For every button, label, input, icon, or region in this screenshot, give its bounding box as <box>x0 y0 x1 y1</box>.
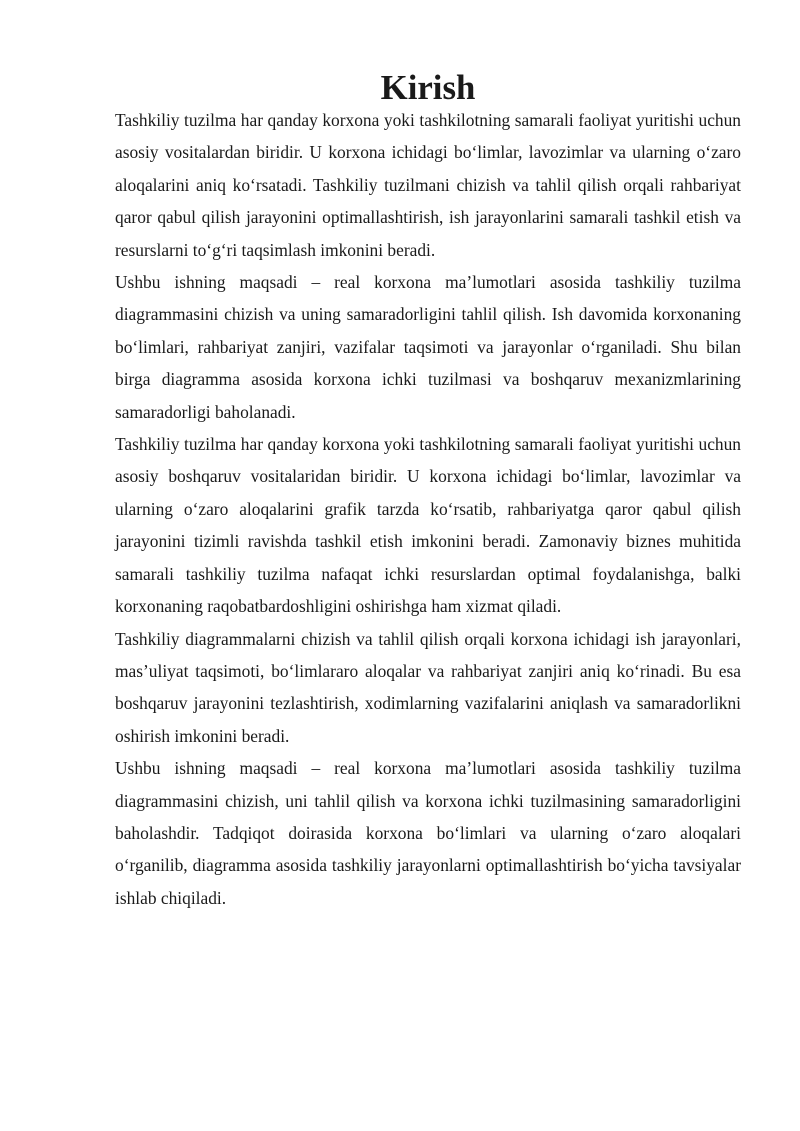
paragraph-2: Ushbu ishning maqsadi – real korxona ma’lumotlari asosida tashkiliy tuzilma diagrammasini chizish va uning samaradorligini tahlil qilish. Ish davomida korxonaning bo‘limlari, rahbariyat zanjiri, vazifalar taqsimoti va jarayonlar o‘rganiladi. Shu bilan birga diagramma asosida korxona ichki tuzilmasi va boshqaruv mexanizmlarining samaradorligi baholanadi. <box>115 272 741 422</box>
paragraph-5: Ushbu ishning maqsadi – real korxona ma’lumotlari asosida tashkiliy tuzilma diagrammasini chizish, uni tahlil qilish va korxona ichki tuzilmasining samaradorligini baholashdir. Tadqiqot doirasida korxona bo‘limlari va ularning o‘zaro aloqalari o‘rganilib, diagramma asosida tashkiliy jarayonlarni optimallashtirish bo‘yicha tavsiyalar ishlab chiqiladi. <box>115 758 741 908</box>
paragraph-3: Tashkiliy tuzilma har qanday korxona yoki tashkilotning samarali faoliyat yuritishi uchun asosiy boshqaruv vositalaridan biridir. U korxona ichidagi bo‘limlar, lavozimlar va ularning o‘zaro aloqalarini grafik tarzda ko‘rsatib, rahbariyatga qaror qabul qilish jarayonini tizimli ravishda tashkil etish imkonini beradi. Zamonaviy biznes muhitida samarali tashkiliy tuzilma nafaqat ichki resurslardan optimal foydalanishga, balki korxonaning raqobatbardoshligini oshirishga ham xizmat qiladi. <box>115 434 741 617</box>
section-title: Kirish <box>380 68 476 107</box>
paragraph-1: Tashkiliy tuzilma har qanday korxona yoki tashkilotning samarali faoliyat yuritishi uchun asosiy vositalardan biridir. U korxona ichidagi bo‘limlar, lavozimlar va ularning o‘zaro aloqalarini aniq ko‘rsatadi. Tashkiliy tuzilmani chizish va tahlil qilish orqali rahbariyat qaror qabul qilish jarayonini optimallashtirish, ish jarayonlarini samarali tashkil etish va resurslarni to‘g‘ri taqsimlash imkonini beradi. <box>115 110 741 260</box>
document-body <box>115 68 741 914</box>
paragraph-4: Tashkiliy diagrammalarni chizish va tahlil qilish orqali korxona ichidagi ish jarayonlari, mas’uliyat taqsimoti, bo‘limlararo aloqalar va rahbariyat zanjiri aniq ko‘rinadi. Bu esa boshqaruv jarayonini tezlashtirish, xodimlarning vazifalarini aniqlash va samaradorlikni oshirish imkonini beradi. <box>115 628 741 746</box>
